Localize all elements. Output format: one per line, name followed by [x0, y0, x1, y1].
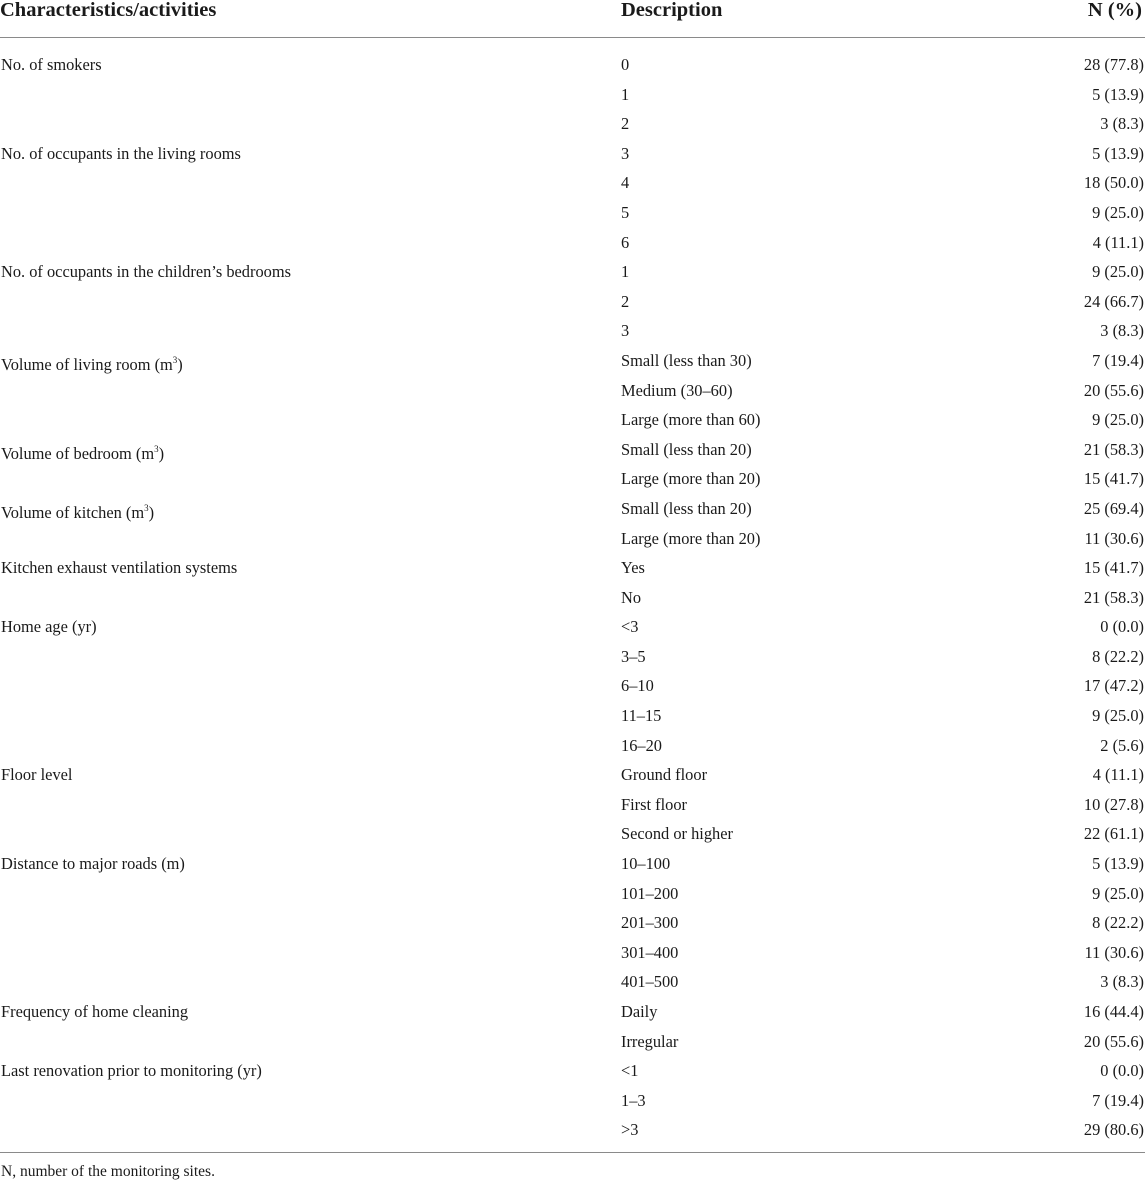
description-cell: <1 — [621, 1061, 639, 1081]
header-n-percent: N (%) — [1087, 0, 1142, 21]
n-percent-cell: 16 (44.4) — [1083, 1002, 1144, 1021]
description-cell: Medium (30–60) — [621, 380, 733, 400]
n-percent-cell: 5 (13.9) — [1092, 84, 1144, 104]
n-percent-cell: 3 (8.3) — [1100, 321, 1144, 341]
table-row — [0, 819, 1145, 849]
description-cell: 1 — [621, 84, 630, 104]
table-row — [0, 612, 1145, 642]
description-cell: >3 — [621, 1120, 639, 1140]
characteristic-cell — [1, 612, 97, 642]
table-row — [0, 316, 1145, 346]
description-cell: 2 — [621, 291, 630, 311]
header-characteristics: Characteristics/activities — [0, 0, 217, 21]
characteristic-text: No. of occupants in the living rooms — [1, 143, 241, 163]
table-footnote: N, number of the monitoring sites. — [1, 1162, 215, 1180]
table-row — [0, 50, 1145, 80]
n-percent-cell: 9 (25.0) — [1092, 706, 1144, 726]
description-cell: <3 — [621, 617, 639, 637]
characteristic-cell — [1, 435, 164, 469]
characteristic-text: Volume of living room (m — [1, 354, 173, 374]
table-row — [0, 908, 1145, 938]
description-cell: 3 — [621, 321, 630, 341]
n-percent-cell: 9 (25.0) — [1092, 202, 1144, 222]
description-cell: Irregular — [621, 1031, 679, 1051]
characteristic-text: Kitchen exhaust ventilation systems — [1, 558, 238, 578]
unit-superscript: 3 — [144, 502, 149, 513]
table-row — [0, 760, 1145, 790]
n-percent-cell: 20 (55.6) — [1083, 1031, 1144, 1051]
n-percent-cell: 4 (11.1) — [1092, 232, 1144, 252]
table-row — [0, 228, 1145, 258]
table-row — [0, 287, 1145, 317]
n-percent-cell: 11 (30.6) — [1084, 528, 1144, 548]
description-cell: 201–300 — [621, 913, 679, 933]
characteristic-text: Floor level — [1, 765, 73, 785]
description-cell: Small (less than 20) — [621, 439, 752, 459]
table-row — [0, 435, 1145, 465]
n-percent-cell: 3 (8.3) — [1100, 972, 1144, 992]
description-cell: 3–5 — [621, 646, 646, 666]
description-cell: Daily — [621, 1002, 658, 1021]
characteristic-text: Frequency of home cleaning — [1, 1002, 189, 1021]
n-percent-cell: 15 (41.7) — [1083, 558, 1144, 578]
description-cell: 11–15 — [621, 706, 662, 726]
n-percent-cell: 15 (41.7) — [1083, 469, 1144, 489]
characteristic-cell — [1, 760, 72, 790]
description-cell: Large (more than 20) — [621, 469, 761, 489]
n-percent-cell: 8 (22.2) — [1092, 646, 1144, 666]
table-row — [0, 139, 1145, 169]
description-cell: Second or higher — [621, 824, 733, 844]
n-percent-cell: 9 (25.0) — [1092, 883, 1144, 903]
characteristic-cell — [1, 1056, 262, 1086]
characteristic-cell — [1, 494, 154, 528]
n-percent-cell: 9 (25.0) — [1092, 410, 1144, 430]
table-row — [0, 790, 1145, 820]
table-row — [0, 524, 1145, 554]
table-row — [0, 257, 1145, 287]
description-cell: 4 — [621, 173, 630, 193]
n-percent-cell: 29 (80.6) — [1083, 1120, 1144, 1140]
table-row — [0, 1056, 1145, 1086]
table-row — [0, 405, 1145, 435]
characteristic-text-end: ) — [158, 443, 165, 463]
table-row — [0, 1115, 1145, 1145]
characteristic-text: Volume of kitchen (m — [1, 502, 145, 522]
description-cell: Small (less than 30) — [621, 350, 752, 370]
n-percent-cell: 11 (30.6) — [1084, 942, 1144, 962]
characteristic-cell — [1, 257, 291, 287]
n-percent-cell: 21 (58.3) — [1083, 439, 1144, 459]
characteristic-cell — [1, 50, 102, 80]
n-percent-cell: 2 (5.6) — [1100, 735, 1144, 755]
description-cell: Ground floor — [621, 765, 708, 785]
characteristic-cell — [1, 849, 185, 879]
n-percent-cell: 0 (0.0) — [1100, 617, 1144, 637]
table-row — [0, 494, 1145, 524]
n-percent-cell: 28 (77.8) — [1083, 55, 1144, 74]
description-cell: 1–3 — [621, 1090, 646, 1110]
n-percent-cell: 5 (13.9) — [1092, 854, 1144, 874]
characteristic-cell — [1, 997, 188, 1027]
table-row — [0, 938, 1145, 968]
description-cell: First floor — [621, 794, 688, 814]
characteristic-cell — [1, 139, 241, 169]
characteristic-text: No. of occupants in the children’s bedrooms — [1, 262, 291, 282]
description-cell: 401–500 — [621, 972, 679, 992]
table-row — [0, 642, 1145, 672]
characteristic-text: Volume of bedroom (m — [1, 443, 155, 463]
unit-superscript: 3 — [154, 443, 159, 454]
n-percent-cell: 4 (11.1) — [1092, 765, 1144, 785]
n-percent-cell: 8 (22.2) — [1092, 913, 1144, 933]
description-cell: Large (more than 60) — [621, 410, 761, 430]
n-percent-cell: 0 (0.0) — [1100, 1061, 1144, 1081]
characteristic-text: Last renovation prior to monitoring (yr) — [1, 1061, 262, 1081]
description-cell: 0 — [621, 55, 630, 74]
table-row — [0, 376, 1145, 406]
header-description: Description — [621, 0, 723, 21]
description-cell: 6–10 — [621, 676, 654, 696]
description-cell: 301–400 — [621, 942, 679, 962]
characteristic-text: No. of smokers — [1, 55, 102, 74]
table-row — [0, 80, 1145, 110]
unit-superscript: 3 — [172, 354, 178, 365]
characteristic-text: Home age (yr) — [1, 617, 97, 637]
table-row — [0, 346, 1145, 376]
table-header — [0, 0, 1145, 37]
n-percent-cell: 22 (61.1) — [1083, 824, 1144, 844]
description-cell: Yes — [621, 558, 645, 578]
description-cell: 3 — [621, 143, 630, 163]
characteristic-text: Distance to major roads (m) — [1, 854, 185, 874]
n-percent-cell: 10 (27.8) — [1083, 794, 1144, 814]
description-cell: No — [621, 587, 642, 607]
n-percent-cell: 3 (8.3) — [1100, 114, 1144, 134]
table-row — [0, 879, 1145, 909]
table-row — [0, 849, 1145, 879]
description-cell: 6 — [621, 232, 630, 252]
description-cell: 2 — [621, 114, 630, 134]
n-percent-cell: 20 (55.6) — [1083, 380, 1144, 400]
table-row — [0, 701, 1145, 731]
table-row — [0, 671, 1145, 701]
description-cell: 101–200 — [621, 883, 679, 903]
table-row — [0, 198, 1145, 228]
description-cell: 16–20 — [621, 735, 662, 755]
table-row — [0, 168, 1145, 198]
table-row — [0, 997, 1145, 1027]
n-percent-cell: 18 (50.0) — [1083, 173, 1144, 193]
description-cell: 5 — [621, 202, 630, 222]
table-row — [0, 583, 1145, 613]
n-percent-cell: 5 (13.9) — [1092, 143, 1144, 163]
table-row — [0, 464, 1145, 494]
description-cell: 1 — [621, 262, 630, 282]
characteristic-text-end: ) — [148, 502, 155, 522]
n-percent-cell: 24 (66.7) — [1083, 291, 1144, 311]
n-percent-cell: 17 (47.2) — [1083, 676, 1144, 696]
n-percent-cell: 25 (69.4) — [1083, 498, 1144, 518]
table-row — [0, 1027, 1145, 1057]
description-cell: Small (less than 20) — [621, 498, 752, 518]
description-cell: Large (more than 20) — [621, 528, 761, 548]
n-percent-cell: 21 (58.3) — [1083, 587, 1144, 607]
table-row — [0, 1086, 1145, 1116]
description-cell: 10–100 — [621, 854, 671, 874]
n-percent-cell: 7 (19.4) — [1092, 1090, 1144, 1110]
n-percent-cell: 9 (25.0) — [1092, 262, 1144, 282]
n-percent-cell: 7 (19.4) — [1092, 350, 1144, 370]
characteristic-cell — [1, 346, 183, 380]
characteristic-text-end: ) — [177, 354, 183, 374]
table-row — [0, 553, 1145, 583]
table-row — [0, 967, 1145, 997]
characteristic-cell — [1, 553, 237, 583]
table-body — [0, 38, 1145, 1145]
table-row — [0, 109, 1145, 139]
table-row — [0, 731, 1145, 761]
